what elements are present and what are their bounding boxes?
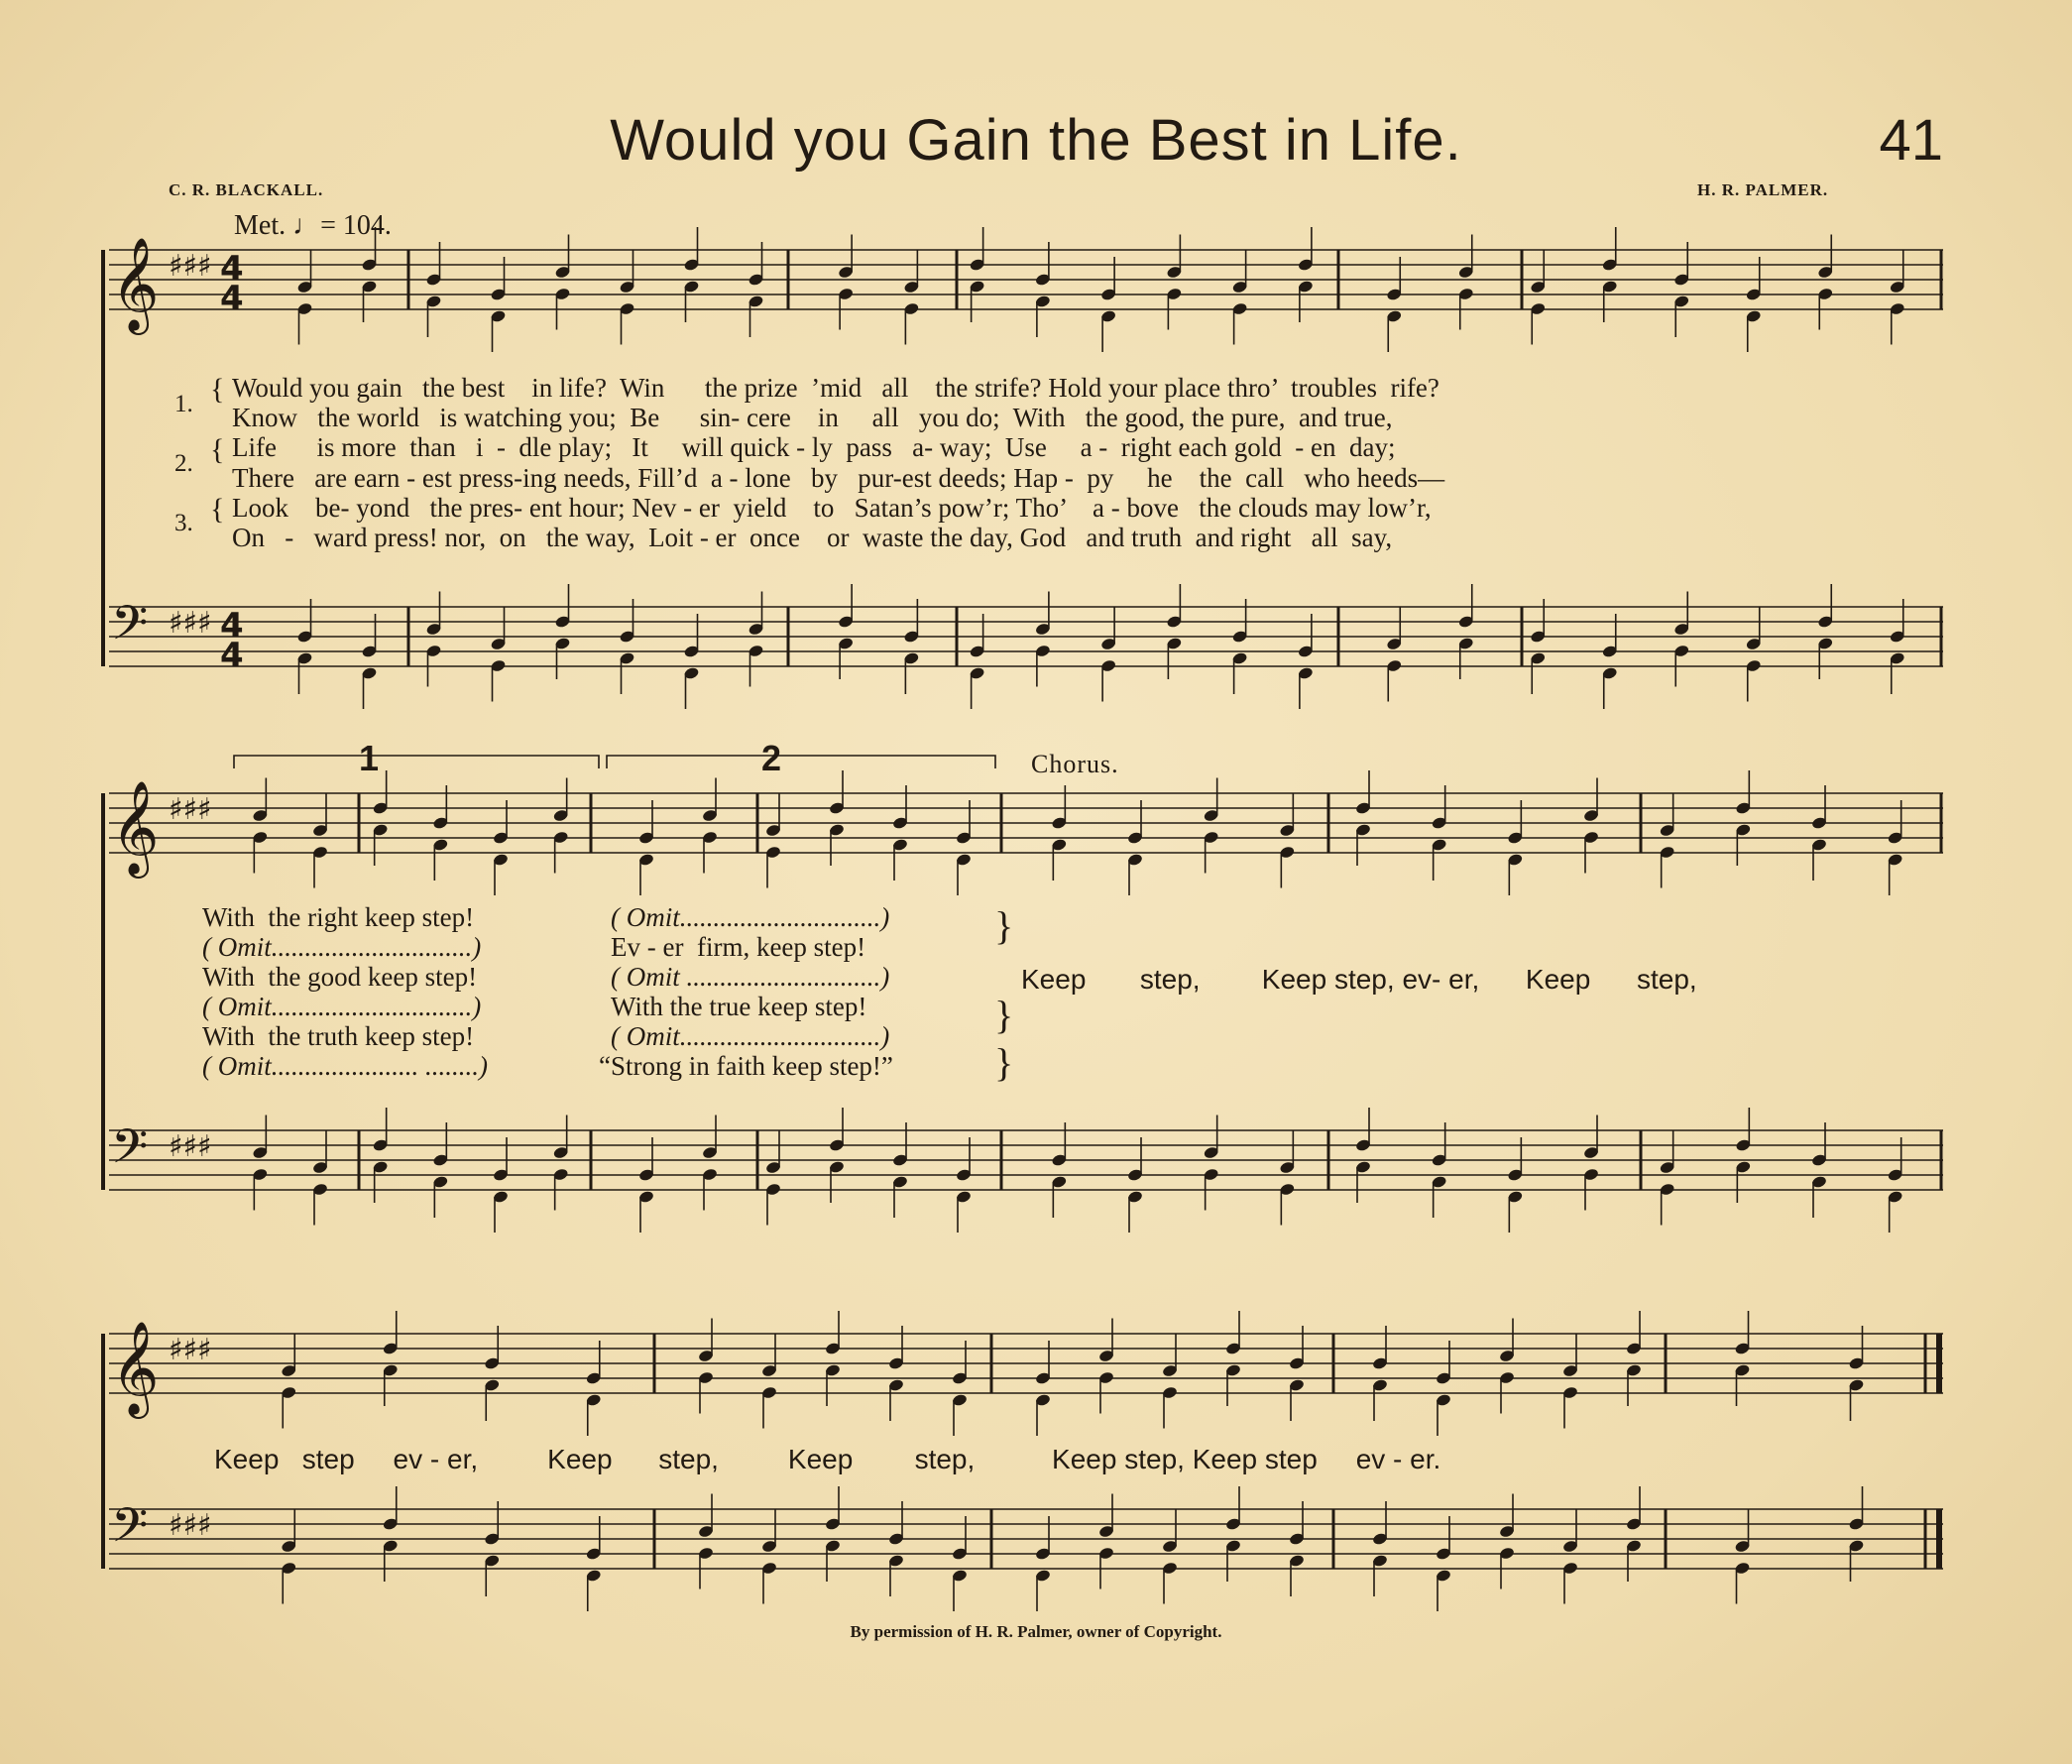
page-number: 41 (1879, 108, 1943, 173)
chorus-right-line: Ev - er firm, keep step! (611, 932, 866, 962)
lyricist-credit: C. R. BLACKALL. (169, 180, 324, 199)
time-signature-icon: 4 (220, 249, 244, 289)
verse-line: Life is more than i - dle play; It will quick - ly pass a- way; Use a - right each gold - en day; (232, 432, 1396, 462)
verse-brace: { (210, 373, 225, 406)
bass-clef-icon: 𝄢 (111, 595, 149, 662)
treble-clef-icon: 𝄞 (111, 780, 160, 875)
chorus-lyric-line-1: Keep step, Keep step, ev- er, Keep step, (1021, 964, 1697, 995)
key-signature-icon: ♯♯♯ (169, 1508, 212, 1543)
time-signature-icon: 4 (220, 279, 244, 318)
chorus-left-line: ( Omit..............................) (202, 992, 482, 1021)
time-signature-icon: 4 (220, 606, 244, 646)
chorus-right-line: “Strong in faith keep step!” (599, 1051, 893, 1081)
chorus-brace: } (994, 1040, 1014, 1085)
chorus-right-line: ( Omit..............................) (611, 902, 890, 932)
key-signature-icon: ♯♯♯ (169, 249, 212, 284)
chorus-left-line: With the good keep step! (202, 962, 478, 992)
chorus-brace: } (994, 903, 1014, 948)
verse-number-2: 2. (174, 450, 193, 477)
key-signature-icon: ♯♯♯ (169, 606, 212, 641)
chorus-left-line: With the truth keep step! (202, 1021, 475, 1051)
verse-line: There are earn - est press-ing needs, Fill’d a - lone by pur-est deeds; Hap - py he the call who heeds— (232, 463, 1445, 493)
verse-number-1: 1. (174, 391, 193, 417)
chorus-left-line: ( Omit..............................) (202, 932, 482, 962)
key-signature-icon: ♯♯♯ (169, 1333, 212, 1367)
key-signature-icon: ♯♯♯ (169, 792, 212, 827)
chorus-brace: } (994, 993, 1014, 1037)
key-signature-icon: ♯♯♯ (169, 1129, 212, 1164)
chorus-label: Chorus. (1031, 750, 1119, 778)
first-ending-label: 1 (359, 738, 380, 778)
composer-credit: H. R. PALMER. (1697, 180, 1829, 199)
chorus-left-line: ( Omit...................... ........) (202, 1051, 488, 1081)
chorus-left-line: With the right keep step! (202, 902, 475, 932)
treble-clef-icon: 𝄞 (111, 1321, 160, 1415)
chorus-right-line: With the true keep step! (611, 992, 867, 1021)
verse-line: Look be- yond the pres- ent hour; Nev - er yield to Satan’s pow’r; Tho’ a - bove the clouds may low’r, (232, 493, 1432, 523)
second-ending-label: 2 (761, 738, 782, 778)
verse-number-3: 3. (174, 510, 193, 536)
verse-line: Know the world is watching you; Be sin- cere in all you do; With the good, the pure, and true, (232, 403, 1393, 432)
metronome-marking: Met. ♩= 104. (234, 210, 392, 241)
bass-clef-icon: 𝄢 (111, 1118, 149, 1186)
verse-brace: { (210, 493, 225, 526)
time-signature-icon: 4 (220, 636, 244, 675)
verse-brace: { (210, 433, 225, 466)
chorus-lyric-line-2: Keep step ev - er, Keep step, Keep step, Keep step, Keep step ev - er. (214, 1444, 1441, 1474)
second-ending-bracket (607, 756, 995, 768)
treble-clef-icon: 𝄞 (111, 237, 160, 331)
first-ending-bracket (234, 756, 599, 768)
chorus-right-line: ( Omit..............................) (611, 1021, 890, 1051)
verse-line: Would you gain the best in life? Win the prize ’mid all the strife? Hold your place thro’ troubles rife? (232, 373, 1439, 403)
verse-line: On - ward press! nor, on the way, Loit - er once or waste the day, God and truth and right all say, (232, 523, 1393, 552)
chorus-right-line: ( Omit .............................) (611, 962, 890, 992)
copyright-footer: By permission of H. R. Palmer, owner of Copyright. (850, 1622, 1222, 1641)
bass-clef-icon: 𝄢 (111, 1497, 149, 1565)
hymn-title: Would you Gain the Best in Life. (610, 108, 1462, 173)
